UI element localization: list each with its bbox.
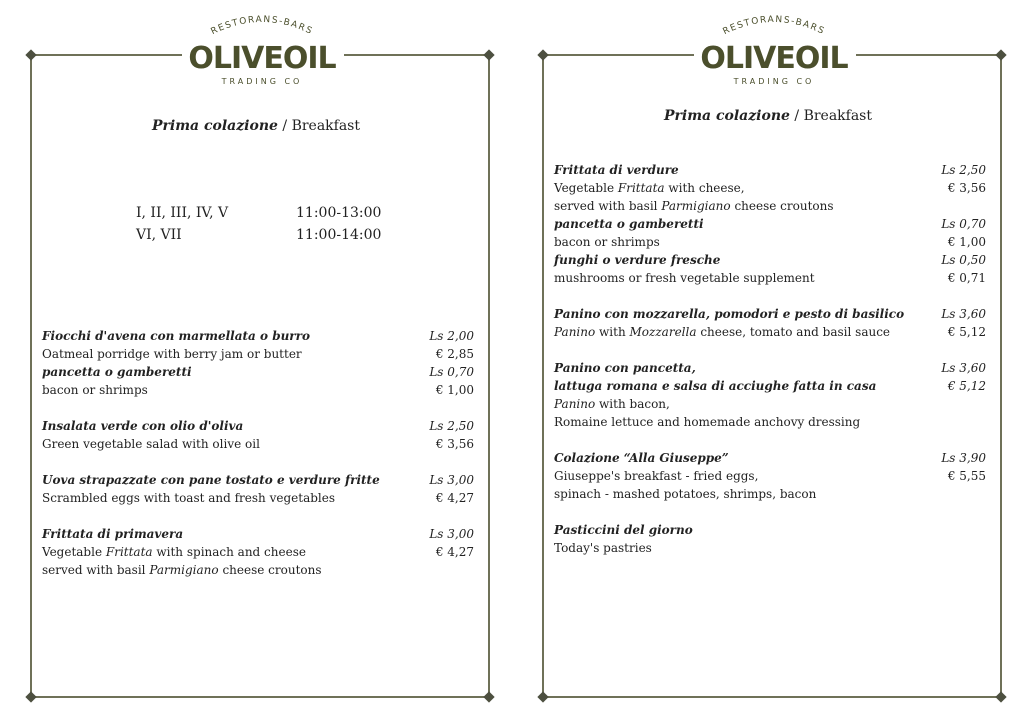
svg-text:RESTORANS-BARS: [722, 15, 827, 37]
item-desc-en: served with basil Parmigiano cheese croutons: [554, 199, 834, 213]
item-name-en: Panino with bacon,: [554, 397, 670, 411]
price-ls: Ls 3,90: [941, 451, 986, 465]
frame-corner-ornament: [25, 691, 36, 702]
price-eur: € 4,27: [435, 545, 474, 559]
price-eur: € 3,56: [947, 181, 986, 195]
item-desc-en: Romaine lettuce and homemade anchovy dressing: [554, 415, 861, 429]
item-name-en: Scrambled eggs with toast and fresh vegetables: [42, 491, 336, 505]
menu-item: [554, 305, 986, 341]
price-eur: € 1,00: [947, 235, 986, 249]
price-ls: Ls 2,50: [941, 163, 986, 177]
brand-name: OLIVEOIL: [700, 41, 848, 76]
price-eur: € 4,27: [435, 491, 474, 505]
opening-hours: [136, 202, 396, 246]
price-eur: € 1,00: [435, 383, 474, 397]
item-name-en: Green vegetable salad with olive oil: [42, 437, 260, 451]
item-name-it: Panino con pancetta,: [554, 361, 696, 375]
item-name-it: lattuga romana e salsa di acciughe fatta in casa: [554, 379, 877, 393]
item-desc-en: served with basil Parmigiano cheese croutons: [42, 563, 322, 577]
item-name-en: Vegetable Frittata with cheese,: [554, 181, 745, 195]
hours-time: 11:00-13:00: [296, 205, 382, 221]
hours-days: VI, VII: [136, 227, 182, 243]
price-eur: € 0,71: [947, 271, 986, 285]
menu-item: [42, 471, 474, 507]
item-desc-en: spinach - mashed potatoes, shrimps, bacon: [554, 487, 817, 501]
item-name-en: mushrooms or fresh vegetable supplement: [554, 271, 815, 285]
price-eur: € 5,12: [947, 325, 986, 339]
price-ls: Ls 2,50: [429, 419, 474, 433]
price-eur: € 5,12: [947, 379, 986, 393]
menu-item: [42, 417, 474, 453]
item-name-it: Panino con mozzarella, pomodori e pesto di basilico: [554, 307, 905, 321]
brand-arc-text: RESTORANS-BARS: [209, 14, 315, 38]
frame-corner-ornament: [537, 691, 548, 702]
price-eur: € 2,85: [435, 347, 474, 361]
price-ls: Ls 3,00: [429, 473, 474, 487]
item-name-en: Oatmeal porridge with berry jam or butter: [42, 347, 302, 361]
item-name-en: Giuseppe's breakfast - fried eggs,: [554, 469, 759, 483]
item-name-it: Fiocchi d'avena con marmellata o burro: [42, 329, 310, 343]
menu-item: [42, 363, 474, 399]
menu-heading: Prima colazione / Breakfast: [152, 118, 360, 134]
menu-list: [42, 327, 474, 579]
frame-corner-ornament: [25, 49, 36, 60]
price-eur: € 5,55: [947, 469, 986, 483]
menu-item: [554, 161, 986, 215]
price-ls: Ls 3,60: [941, 307, 986, 321]
menu-item: [554, 251, 986, 287]
frame-corner-ornament: [483, 49, 494, 60]
item-name-en: Vegetable Frittata with spinach and cheese: [42, 545, 306, 559]
menu-item: [554, 215, 986, 251]
item-name-en: bacon or shrimps: [42, 383, 148, 397]
frame-corner-ornament: [995, 49, 1006, 60]
price-ls: Ls 3,00: [429, 527, 474, 541]
price-ls: Ls 0,70: [941, 217, 986, 231]
price-ls: Ls 0,70: [429, 365, 474, 379]
item-name-it: pancetta o gamberetti: [42, 365, 192, 379]
item-name-it: pancetta o gamberetti: [554, 217, 704, 231]
hours-time: 11:00-14:00: [296, 227, 382, 243]
item-name-it: Insalata verde con olio d'oliva: [42, 419, 244, 433]
right-menu-page: [512, 0, 1024, 724]
item-name-it: Frittata di primavera: [42, 527, 184, 541]
menu-heading: Prima colazione / Breakfast: [664, 108, 872, 124]
menu-list: [554, 161, 986, 557]
item-name-it: Colazione “Alla Giuseppe”: [554, 451, 729, 465]
frame-corner-ornament: [483, 691, 494, 702]
frame-corner-ornament: [995, 691, 1006, 702]
price-eur: € 3,56: [435, 437, 474, 451]
item-name-it: Frittata di verdure: [554, 163, 679, 177]
brand-sub: TRADING CO: [221, 77, 303, 86]
menu-item: [554, 359, 986, 431]
item-name-en: bacon or shrimps: [554, 235, 660, 249]
hours-days: I, II, III, IV, V: [136, 205, 229, 221]
item-name-en: Today's pastries: [554, 541, 652, 555]
brand-sub: TRADING CO: [733, 77, 815, 86]
menu-item: [42, 525, 474, 579]
item-name-it: Pasticcini del giorno: [554, 523, 693, 537]
oliveoil-logo: [698, 8, 850, 90]
svg-text:RESTORANS-BARS: [210, 15, 315, 37]
item-name-it: Uova strapazzate con pane tostato e verdure fritte: [42, 473, 380, 487]
price-ls: Ls 2,00: [429, 329, 474, 343]
menu-item: [554, 449, 986, 503]
menu-item: [554, 521, 986, 557]
brand-arc-text: RESTORANS-BARS: [721, 14, 827, 38]
oliveoil-logo: [186, 8, 338, 90]
price-ls: Ls 0,50: [941, 253, 986, 267]
brand-name: OLIVEOIL: [188, 41, 336, 76]
item-name-it: funghi o verdure fresche: [554, 253, 721, 267]
price-ls: Ls 3,60: [941, 361, 986, 375]
menu-item: [42, 327, 474, 363]
item-name-en: Panino with Mozzarella cheese, tomato and basil sauce: [554, 325, 891, 339]
frame-corner-ornament: [537, 49, 548, 60]
